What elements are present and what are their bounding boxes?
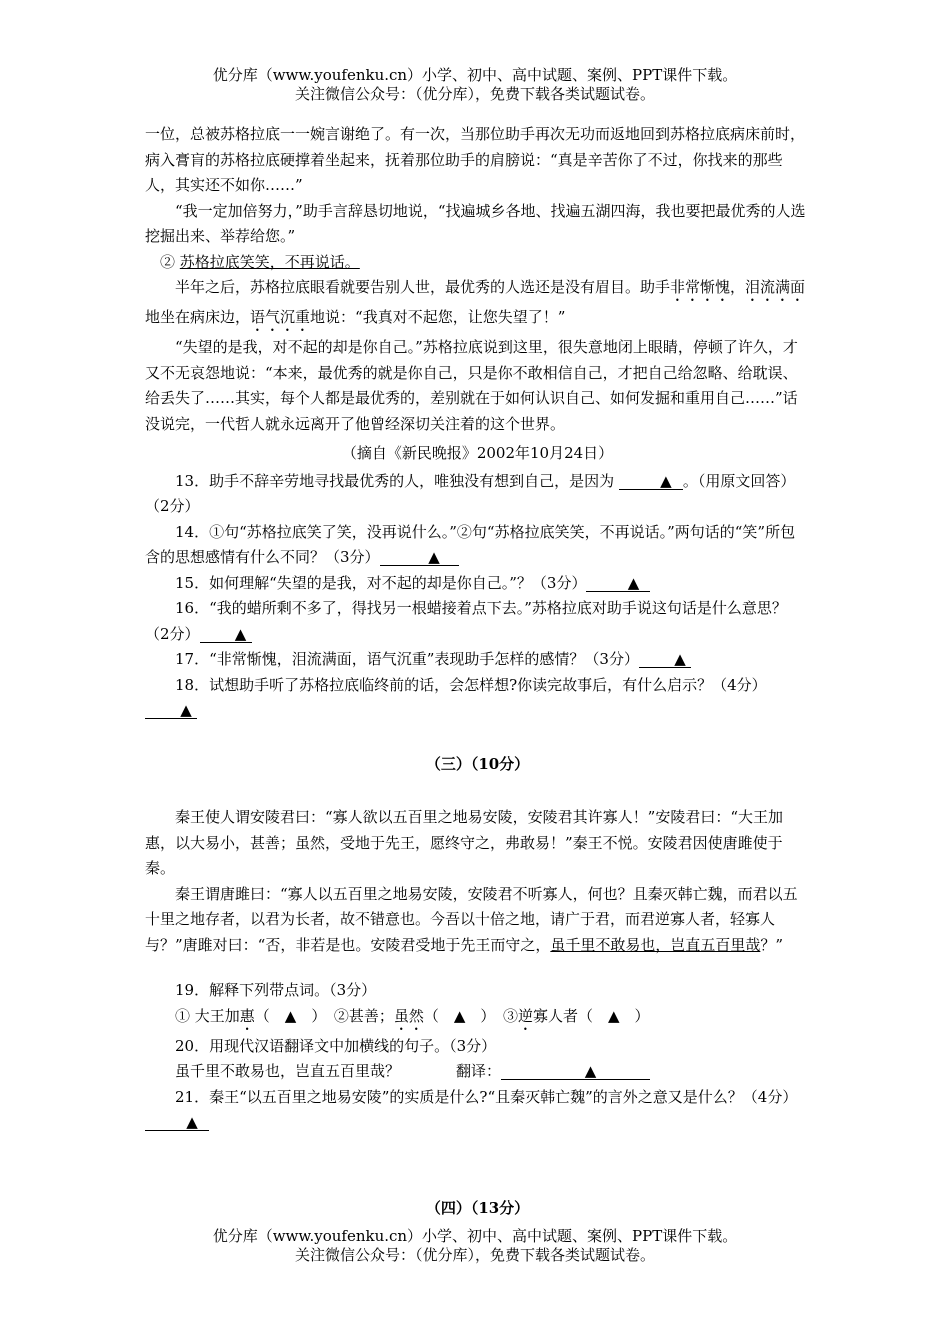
- question-19: 19．解释下列带点词。（3分）: [175, 981, 377, 999]
- question-text: 15．如何理解“失望的是我，对不起的却是你自己。”？（3分）: [175, 573, 587, 592]
- text-run: ②甚善；: [333, 1006, 394, 1025]
- circled-number: ②: [160, 252, 176, 271]
- story-paragraph-3: [145, 250, 810, 276]
- underlined-sentence: 虽千里不敢易也，岂直五百里哉: [550, 935, 761, 954]
- question-20-translation: [145, 1059, 810, 1085]
- text-run: 地坐在病床边，: [145, 308, 251, 326]
- dotted-word: 逆: [517, 1006, 533, 1025]
- answer-blank[interactable]: ▲: [145, 1114, 209, 1131]
- question-14: [145, 520, 810, 571]
- text-run: ③: [502, 1006, 518, 1025]
- section-3-title: （三）（10分）: [425, 754, 530, 773]
- answer-slot[interactable]: （ ▲ ）: [423, 1006, 488, 1025]
- question-text: 14．①句“苏格拉底笑了笑，没再说什么。”②句“苏格拉底笑笑，不再说话。”两句话的“笑”所包含的思想感情有什么不同？（3分）: [145, 522, 796, 566]
- dotted-word: 惠: [239, 1006, 255, 1025]
- section-4-title: （四）（13分）: [425, 1198, 530, 1217]
- question-text: 。（用原文回答）（2分）: [145, 471, 796, 515]
- dotted-phrase: 非常惭愧，: [670, 278, 746, 296]
- page-footer: [0, 1227, 950, 1265]
- underlined-sentence: 苏格拉底笑笑，不再说话。: [179, 252, 360, 271]
- question-text: 16．“我的蜡所剩不多了，得找另一根蜡接着点下去。”苏格拉底对助手说这句话是什么意思？（2分）: [145, 599, 787, 643]
- question-text: 13．助手不辞辛劳地寻找最优秀的人，唯独没有想到自己，是因为: [175, 471, 615, 490]
- footer-line-1: 优分库（www.youfenku.cn）小学、初中、高中试题、案例、PPT课件下载。: [212, 1227, 738, 1245]
- exam-content: [145, 122, 810, 1221]
- text-run: ① 大王加: [175, 1006, 240, 1025]
- translation-label: 翻译：: [456, 1062, 502, 1080]
- dotted-phrase: 语气沉重: [250, 308, 311, 326]
- question-13: [145, 469, 810, 520]
- classical-paragraph-1: 秦王使人谓安陵君曰：“寡人欲以五百里之地易安陵，安陵君其许寡人！”安陵君曰：“大王加惠，以大易小，甚善；虽然，受地于先王，愿终守之，弗敢易！”秦王不悦。安陵君因使唐雎使于秦。: [145, 808, 784, 877]
- classical-paragraph-2: [145, 882, 810, 959]
- answer-slot[interactable]: 寡人者（ ▲ ）: [532, 1006, 650, 1025]
- page-header: [0, 66, 950, 104]
- header-line-1: 优分库（www.youfenku.cn）小学、初中、高中试题、案例、PPT课件下载。: [212, 66, 738, 84]
- answer-blank[interactable]: ▲: [200, 626, 252, 643]
- question-21: [145, 1085, 810, 1136]
- source-citation: （摘自《新民晚报》2002年10月24日）: [341, 444, 614, 462]
- text-run: ？”: [760, 935, 784, 954]
- spacer: [145, 958, 810, 978]
- answer-blank[interactable]: ▲: [639, 651, 691, 668]
- text-run: 半年之后，苏格拉底眼看就要告别人世，最优秀的人选还是没有眉目。助手: [175, 278, 671, 296]
- answer-blank[interactable]: ▲: [380, 549, 459, 566]
- answer-blank[interactable]: ▲: [586, 575, 650, 592]
- dotted-phrase: 泪流满面: [745, 278, 806, 296]
- answer-blank[interactable]: ▲: [145, 702, 197, 719]
- question-text: 17．“非常惭愧，泪流满面，语气沉重”表现助手怎样的感情？（3分）: [175, 650, 639, 668]
- question-18: [145, 673, 810, 724]
- story-paragraph-2: “我一定加倍努力，”助手言辞恳切地说，“找遍城乡各地、找遍五湖四海，我也要把最优秀的人选挖掘出来、举荐给您。”: [145, 201, 806, 245]
- sentence-to-translate: 虽千里不敢易也，岂直五百里哉？: [175, 1062, 401, 1080]
- text-run: 地说：“我真对不起您，让您失望了！”: [310, 308, 566, 326]
- answer-blank[interactable]: ▲: [619, 473, 683, 490]
- spacer: [145, 724, 810, 752]
- story-paragraph-5: “失望的是我，对不起的却是你自己。”苏格拉底说到这里，很失意地闭上眼睛，停顿了许久，才又不无哀怨地说：“本来，最优秀的就是你自己，只是你不敢相信自己，才把自己给忽略、给耽误、给丢失了……其实，每个人都是最优秀的，差别就在于如何认识自己、如何发掘和重用自己……”话没说完，一代哲人就永远离开了他曾经深切关注着的这个世界。: [145, 338, 798, 433]
- answer-blank[interactable]: ▲: [501, 1063, 650, 1080]
- question-15: [145, 571, 810, 597]
- question-text: 21．秦王“以五百里之地易安陵”的实质是什么?“且秦灭韩亡魏”的言外之意又是什么？（4分）: [175, 1087, 798, 1106]
- header-line-2: 关注微信公众号：（优分库），免费下载各类试题试卷。: [294, 85, 655, 103]
- question-19-items: [145, 1004, 810, 1034]
- question-20: 20．用现代汉语翻译文中加横线的句子。（3分）: [175, 1036, 497, 1055]
- answer-slot[interactable]: （ ▲ ）: [254, 1006, 319, 1025]
- question-16: [145, 596, 810, 647]
- story-paragraph-4: [145, 275, 810, 335]
- spacer: [145, 1136, 810, 1176]
- dotted-word: 虽然: [393, 1006, 424, 1025]
- spacer: [145, 1176, 810, 1196]
- story-paragraph-1: 一位，总被苏格拉底一一婉言谢绝了。有一次，当那位助手再次无功而返地回到苏格拉底病床前时，病入膏肓的苏格拉底硬撑着坐起来，抚着那位助手的肩膀说：“真是辛苦你了不过，你找来的那些人，其实还不如你……”: [145, 125, 806, 194]
- question-text: 18．试想助手听了苏格拉底临终前的话，会怎样想?你读完故事后，有什么启示？（4分）: [175, 675, 767, 694]
- text-run: 秦王谓唐雎曰：“寡人以五百里之地易安陵，安陵君不听寡人，何也？且秦灭韩亡魏，而君以五十里之地存者，以君为长者，故不错意也。今吾以十倍之地，请广于君，而君逆寡人者，轻寡人与？”唐雎对曰：“否，非若是也。安陵君受地于先王而守之，: [145, 884, 798, 954]
- question-17: [145, 647, 810, 673]
- footer-line-2: 关注微信公众号：（优分库），免费下载各类试题试卷。: [294, 1246, 655, 1264]
- spacer: [145, 777, 810, 805]
